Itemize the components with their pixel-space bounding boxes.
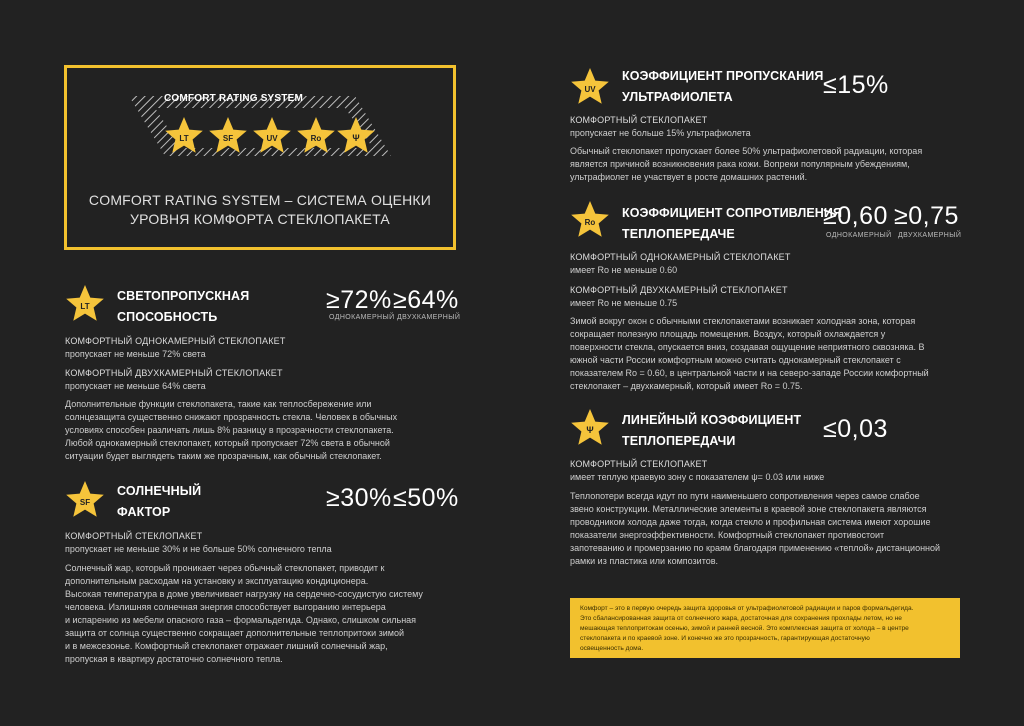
banner-title: COMFORT RATING SYSTEM xyxy=(164,93,304,104)
lt-body-line: Любой однокамерный стеклопакет, который пропускает 72% света в обычной xyxy=(65,438,390,448)
star-sf-label: SF xyxy=(222,134,234,143)
lt-subhead-1: КОМФОРТНЫЙ ОДНОКАМЕРНЫЙ СТЕКЛОПАКЕТ xyxy=(65,336,286,346)
lt-subhead-2: КОМФОРТНЫЙ ДВУХКАМЕРНЫЙ СТЕКЛОПАКЕТ xyxy=(65,368,283,378)
lt-star-icon xyxy=(65,284,105,324)
psi-body-line: проводником холода даже тогда, когда стекло и профильная система имеют хорошие xyxy=(570,517,931,527)
star-lt-icon xyxy=(164,116,204,156)
uv-title xyxy=(622,66,823,108)
uv-subhead: КОМФОРТНЫЙ СТЕКЛОПАКЕТ xyxy=(570,115,708,125)
comfort-note-box xyxy=(570,598,960,658)
logo-caption-line2: УРОВНЯ КОМФОРТА СТЕКЛОПАКЕТА xyxy=(130,211,390,227)
sf-body-line: пропуская в квартиру достаточно солнечного тепла. xyxy=(65,654,283,664)
uv-line: пропускает не больше 15% ультрафиолета xyxy=(570,128,751,138)
psi-title-line2: ТЕПЛОПЕРЕДАЧИ xyxy=(622,434,736,448)
lt-star-label: LT xyxy=(80,302,90,311)
lt-body-line: ситуации будет выглядеть таким же прозрачным, как обычный стеклопакет. xyxy=(65,451,382,461)
ro-star-label: Ro xyxy=(584,218,596,227)
ro-value-double: ≥0,75 xyxy=(894,202,959,230)
lt-body-line: условиях способен различать лишь 8% разницу в прозрачности стеклопакета. xyxy=(65,425,394,435)
ro-body-line: поверхности стекла, опускается вниз, создавая ощущение неприятного сквозняка. В xyxy=(570,342,925,352)
star-lt-label: LT xyxy=(179,134,189,143)
uv-star-label: UV xyxy=(584,85,596,94)
ro-title-line1: КОЭФФИЦИЕНТ СОПРОТИВЛЕНИЯ xyxy=(622,206,843,220)
ro-subhead-2: КОМФОРТНЫЙ ДВУХКАМЕРНЫЙ СТЕКЛОПАКЕТ xyxy=(570,285,788,295)
sf-value-min: ≥30% xyxy=(326,484,392,512)
lt-body xyxy=(65,398,465,463)
ro-line-1: имеет Ro не меньше 0.60 xyxy=(570,265,678,275)
sf-body-line: Солнечный жар, который проникает через обычный стеклопакет, приводит к xyxy=(65,563,385,573)
psi-body-line: звено конструкции. Металлические элементы в краевой зоне стеклопакета являются xyxy=(570,504,927,514)
uv-body-line: является причиной возникновения рака кожи. Вопреки популярным убеждениям, xyxy=(570,159,910,169)
ro-body-line: показателем Ro = 0.60, в центральной части и на северо-западе России комфортный xyxy=(570,368,929,378)
lt-title-line1: СВЕТОПРОПУСКНАЯ xyxy=(117,289,250,303)
sf-body-line: и испарению из мебели опасного газа – формальдегида. Однако, слишком сильная xyxy=(65,615,417,625)
psi-line: имеет теплую краевую зону с показателем ψ= 0.03 или ниже xyxy=(570,472,825,482)
sf-body-line: Высокая температура в доме увеличивает нагрузку на сердечно-сосудистую систему xyxy=(65,589,423,599)
sf-body-line: человека. Излишняя солнечная энергия способствует выгоранию интерьера xyxy=(65,602,386,612)
star-ro-label: Ro xyxy=(310,134,322,143)
psi-body-line: Теплопотери всегда идут по пути наименьшего сопротивления через самое слабое xyxy=(570,491,920,501)
lt-body-line: Дополнительные функции стеклопакета, такие как теплосбережение или xyxy=(65,399,372,409)
ro-value-single: ≥0,60 xyxy=(823,202,888,230)
ro-value-single-label: ОДНОКАМЕРНЫЙ xyxy=(826,232,892,239)
uv-body-line: Обычный стеклопакет пропускает более 50% ультрафиолетовой радиации, которая xyxy=(570,146,923,156)
lt-title-line2: СПОСОБНОСТЬ xyxy=(117,310,218,324)
lt-body-line: солнцезащита существенно снижают прозрачность стекла. Человек в обычных xyxy=(65,412,398,422)
star-sf-icon xyxy=(208,116,248,156)
star-uv-icon xyxy=(252,116,292,156)
ro-body-line: сокращает полезную площадь помещения. Воздух, который охлаждается у xyxy=(570,329,886,339)
sf-title xyxy=(117,481,201,523)
note-line: освещенность дома. xyxy=(580,645,644,652)
sf-body xyxy=(65,562,475,666)
note-line: Это сбалансированная защита от солнечного жара, достаточная для сохранения прохлады летом, но не xyxy=(580,615,902,622)
lt-line-2: пропускает не меньше 64% света xyxy=(65,381,206,391)
ro-line-2: имеет Ro не меньше 0.75 xyxy=(570,298,678,308)
sf-body-line: и в межсезонье. Комфортный стеклопакет отражает лишний солнечный жар, xyxy=(65,641,388,651)
uv-value: ≤15% xyxy=(823,71,889,99)
star-ro-icon xyxy=(296,116,336,156)
lt-value-double-label: ДВУХКАМЕРНЫЙ xyxy=(397,314,461,321)
ro-subhead-1: КОМФОРТНЫЙ ОДНОКАМЕРНЫЙ СТЕКЛОПАКЕТ xyxy=(570,252,791,262)
sf-body-line: дополнительным расходам на установку и эксплуатацию кондиционера. xyxy=(65,576,369,586)
ro-title-line2: ТЕПЛОПЕРЕДАЧЕ xyxy=(622,227,735,241)
note-line: Комфорт – это в первую очередь защита здоровья от ультрафиолетовой радиации и паров формальдегида. xyxy=(580,605,914,612)
lt-value-single: ≥72% xyxy=(326,286,392,314)
psi-subhead: КОМФОРТНЫЙ СТЕКЛОПАКЕТ xyxy=(570,459,708,469)
uv-title-line1: КОЭФФИЦИЕНТ ПРОПУСКАНИЯ xyxy=(622,69,824,83)
ro-star-icon xyxy=(570,200,610,240)
logo-caption xyxy=(67,191,453,229)
star-psi-icon xyxy=(336,116,376,156)
ro-body-line: стеклопакет – двухкамерный, который имеет Ro = 0.75. xyxy=(570,381,803,391)
sf-title-line1: СОЛНЕЧНЫЙ xyxy=(117,484,202,498)
psi-value: ≤0,03 xyxy=(823,415,888,443)
note-line: стеклопакета и по краевой зоне. И конечно же это прозрачность, гарантирующая достаточную xyxy=(580,635,870,642)
lt-title xyxy=(117,286,249,328)
uv-title-line2: УЛЬТРАФИОЛЕТА xyxy=(622,90,733,104)
note-line: мешающая теплопритокам осенью, зимой и ранней весной. Это комплексная защита от холода – в центре xyxy=(580,625,909,632)
ro-value-double-label: ДВУХКАМЕРНЫЙ xyxy=(898,232,962,239)
ro-body xyxy=(570,315,970,393)
star-psi-label: Ψ xyxy=(352,133,360,143)
lt-value-double: ≥64% xyxy=(393,286,459,314)
star-uv-label: UV xyxy=(266,134,278,143)
ro-title xyxy=(622,203,842,245)
psi-body-line: показатели энергоэффективности. Комфортный стеклопакет противостоит xyxy=(570,530,885,540)
sf-line: пропускает не меньше 30% и не больше 50% солнечного тепла xyxy=(65,544,332,554)
psi-body-line: запотеванию и промерзанию по краям благодаря применению «теплой» дистанционной xyxy=(570,543,941,553)
comfort-rating-logo-box xyxy=(64,65,456,250)
ro-body-line: Зимой вокруг окон с обычными стеклопакетами возникает холодная зона, которая xyxy=(570,316,916,326)
sf-star-label: SF xyxy=(79,498,91,507)
uv-body xyxy=(570,145,970,184)
psi-body xyxy=(570,490,970,568)
sf-star-icon xyxy=(65,480,105,520)
lt-value-single-label: ОДНОКАМЕРНЫЙ xyxy=(329,314,395,321)
sf-value-max: ≤50% xyxy=(393,484,459,512)
sf-title-line2: ФАКТОР xyxy=(117,505,171,519)
uv-body-line: ультрафиолет не участвует в росте домашних растений. xyxy=(570,172,808,182)
rating-stars-row xyxy=(164,116,374,160)
psi-star-label: Ψ xyxy=(586,425,594,435)
psi-star-icon xyxy=(570,408,610,448)
psi-title-line1: ЛИНЕЙНЫЙ КОЭФФИЦИЕНТ xyxy=(622,413,802,427)
psi-body-line: рамки из пластика или композитов. xyxy=(570,556,719,566)
lt-line-1: пропускает не меньше 72% света xyxy=(65,349,206,359)
ro-body-line: южной части России комфортным можно считать однокамерный стеклопакет с xyxy=(570,355,901,365)
logo-caption-line1: COMFORT RATING SYSTEM – СИСТЕМА ОЦЕНКИ xyxy=(88,192,432,208)
sf-subhead: КОМФОРТНЫЙ СТЕКЛОПАКЕТ xyxy=(65,531,203,541)
psi-title xyxy=(622,410,801,452)
uv-star-icon xyxy=(570,67,610,107)
sf-body-line: защита от солнца существенно сокращает дополнительные теплопритоки зимой xyxy=(65,628,404,638)
